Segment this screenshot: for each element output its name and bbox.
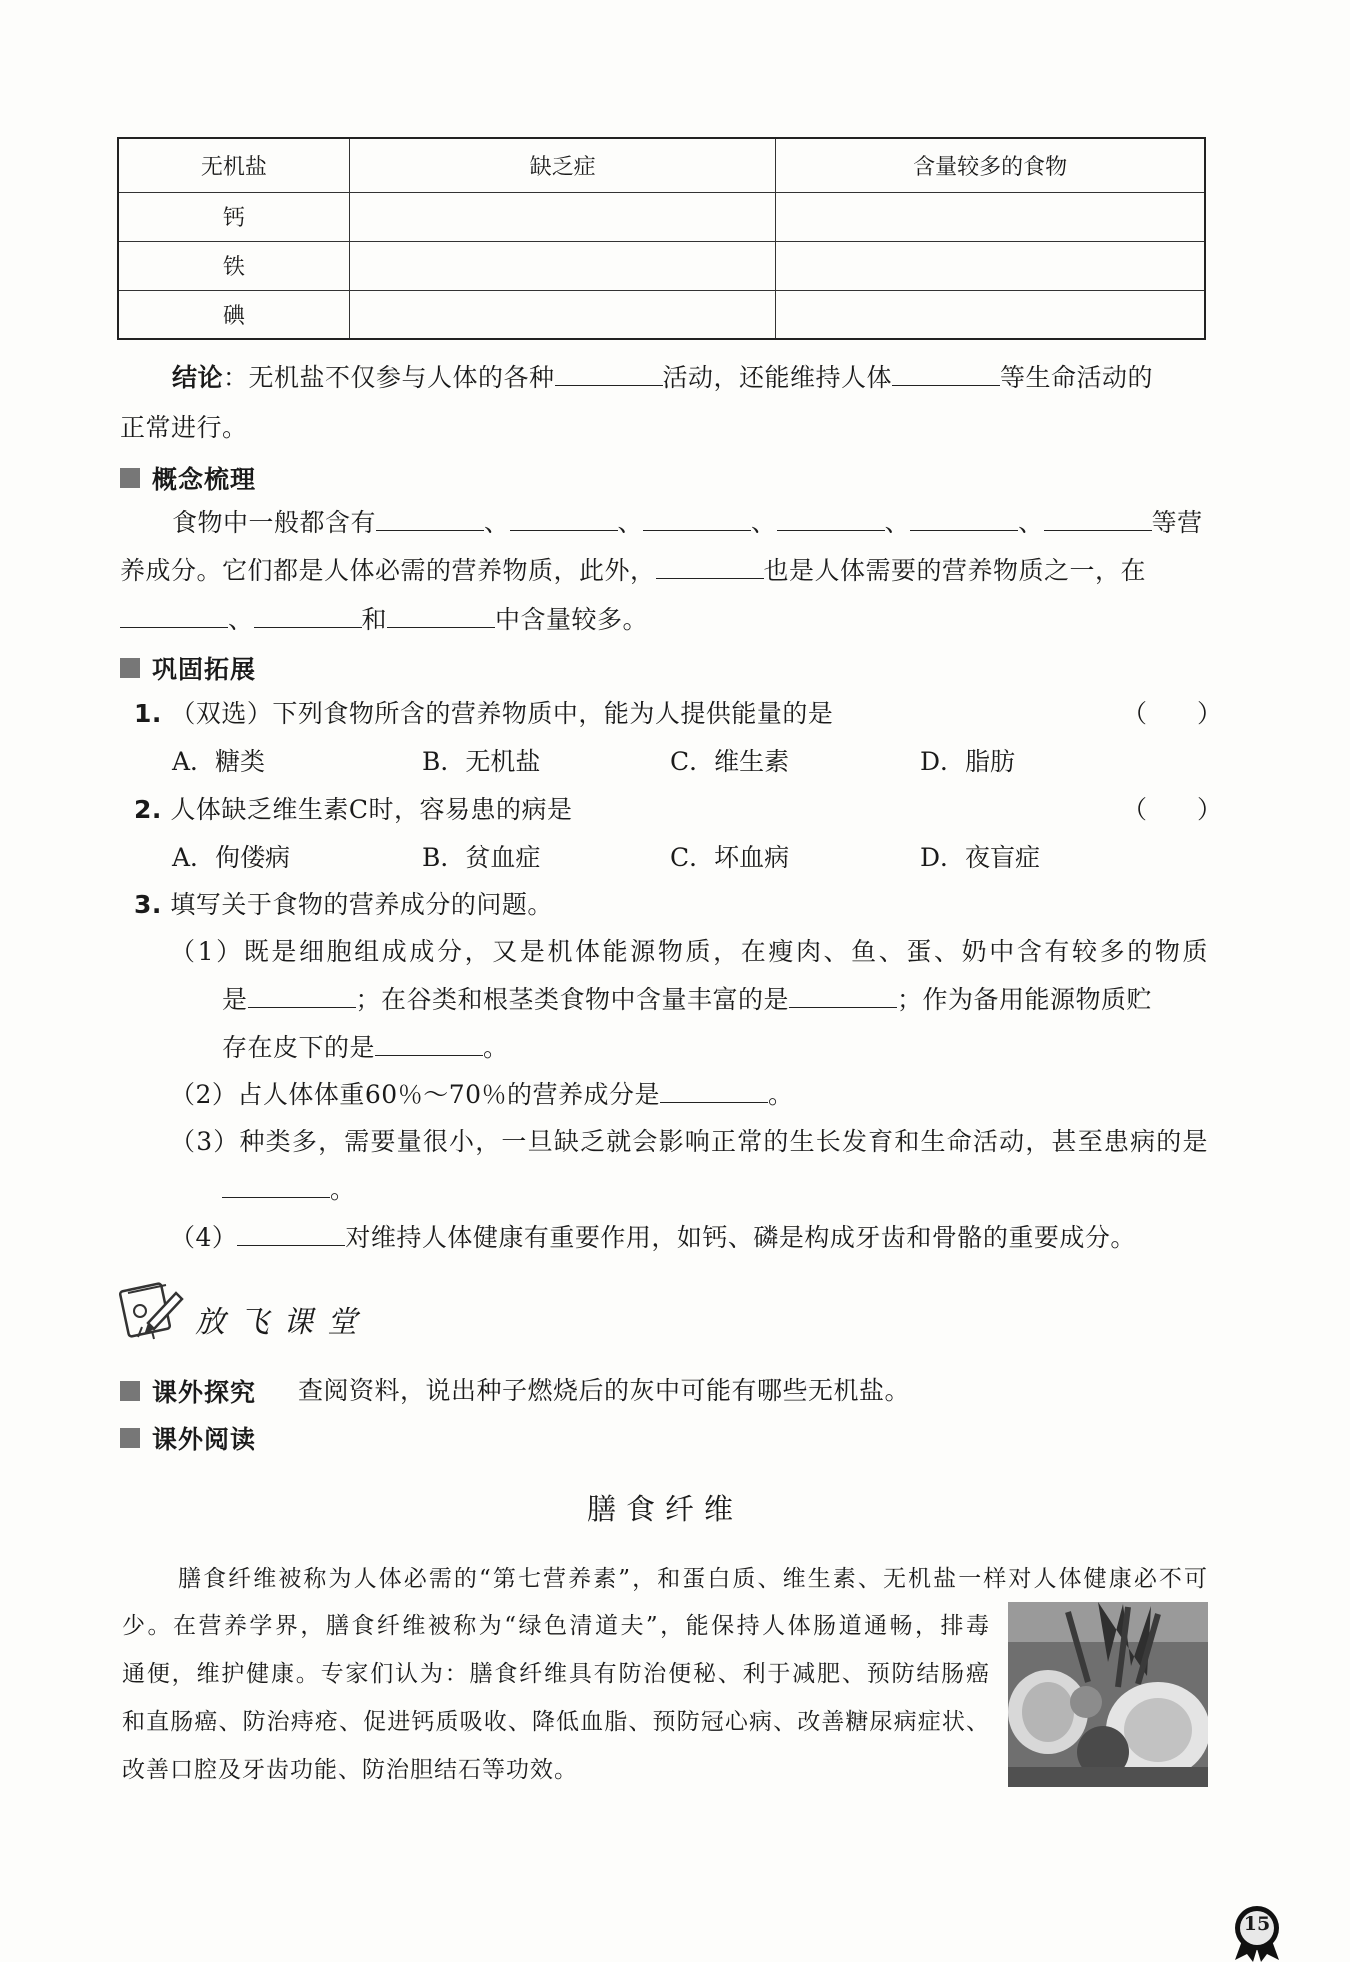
question-1: [134, 694, 833, 730]
question-text: ；在谷类和根茎类食物中含量丰富的是: [355, 985, 790, 1014]
answer-blank: [643, 508, 751, 531]
option-d: D．夜盲症: [920, 843, 1041, 872]
reading-line-4: 和直肠癌、防治痔疮、促进钙质吸收、降低血脂、预防冠心病、改善糖尿病症状、: [122, 1709, 990, 1735]
reading-line-3: 通便，维护健康。专家们认为：膳食纤维具有防治便秘、利于减肥、预防结肠癌: [122, 1661, 990, 1687]
reading-line-2: 少。在营养学界，膳食纤维被称为“绿色清道夫”，能保持人体肠道通畅，排毒: [122, 1613, 990, 1639]
table-cell-answer: [776, 290, 1205, 339]
question-text: 。: [330, 1175, 356, 1204]
concept-text: 食物中一般都含有: [172, 508, 377, 537]
table-cell: 钙: [118, 192, 349, 241]
question-text: 。: [483, 1033, 509, 1062]
table-row: [118, 290, 1205, 339]
section-header-consolidate: [120, 650, 256, 686]
reading-title: 膳食纤维: [586, 1492, 743, 1526]
table-cell-answer: [349, 192, 776, 241]
notebook-pencil-icon: [118, 1275, 190, 1347]
answer-blank: [1044, 508, 1152, 531]
separator: 、: [1018, 508, 1044, 537]
option-a: A．糖类: [172, 747, 266, 776]
conclusion-text: ：无机盐不仅参与人体的各种: [223, 363, 555, 392]
concept-line-2: [120, 551, 1146, 587]
section-square-icon: [120, 468, 140, 488]
answer-blank: [237, 1223, 345, 1246]
answer-blank: [660, 1080, 768, 1103]
question-3: [134, 885, 553, 921]
answer-blank: [120, 605, 228, 628]
question-text: （4）: [170, 1223, 238, 1252]
q3-sub3-line1: （3）种类多，需要量很小，一旦缺乏就会影响正常的生长发育和生命活动，甚至患病的是: [170, 1127, 1208, 1156]
section-title: 课外探究: [152, 1378, 257, 1407]
table-cell-answer: [349, 241, 776, 290]
section-title: 概念梳理: [152, 465, 257, 494]
table-cell-answer: [776, 241, 1205, 290]
conclusion-line-2: 正常进行。: [120, 413, 248, 442]
section-square-icon: [120, 1381, 140, 1401]
answer-blank: [656, 556, 764, 579]
table-row: [118, 241, 1205, 290]
separator: 、: [751, 508, 777, 537]
mineral-table: [117, 137, 1206, 340]
separator: 、: [484, 508, 510, 537]
option-b: B．无机盐: [422, 747, 541, 776]
table-cell: 铁: [118, 241, 349, 290]
answer-blank: [777, 508, 885, 531]
section-square-icon: [120, 1428, 140, 1448]
conclusion-text: 活动，还能维持人体: [662, 363, 893, 392]
question-number: 3.: [134, 890, 162, 919]
section-header-reading: [120, 1420, 256, 1456]
question-number: 2.: [134, 795, 162, 824]
table-header-cell: 无机盐: [118, 138, 349, 192]
q3-sub3-line2: [222, 1170, 356, 1206]
conclusion-line-1: [172, 358, 1153, 394]
question-2: [134, 790, 573, 826]
answer-blank: [375, 1033, 483, 1056]
concept-text: 也是人体需要的营养物质之一，在: [763, 556, 1147, 585]
section-square-icon: [120, 658, 140, 678]
separator: 、: [617, 508, 644, 537]
section-title: 巩固拓展: [152, 655, 257, 684]
explore-text: 查阅资料，说出种子燃烧后的灰中可能有哪些无机盐。: [298, 1376, 911, 1405]
answer-paren: （ ）: [1122, 699, 1223, 728]
section-title: 课外阅读: [152, 1425, 257, 1454]
q3-sub4: [170, 1218, 1136, 1254]
conclusion-text: 等生命活动的: [1000, 363, 1154, 392]
concept-text: 中含量较多。: [495, 605, 649, 634]
answer-blank: [254, 605, 362, 628]
section-header-explore: [120, 1373, 256, 1409]
answer-blank: [892, 363, 1000, 386]
q3-sub1-line3: [222, 1028, 509, 1064]
reading-line-5: 改善口腔及牙齿功能、防治胆结石等功效。: [122, 1757, 578, 1783]
question-text: 存在皮下的是: [222, 1033, 376, 1062]
question-text: 人体缺乏维生素C时，容易患的病是: [170, 795, 573, 824]
q3-sub1-line1: （1）既是细胞组成成分，又是机体能源物质，在瘦肉、鱼、蛋、奶中含有较多的物质: [170, 937, 1208, 966]
separator: 、: [228, 605, 254, 634]
question-number: 1.: [134, 699, 162, 728]
vegetables-photo: [1008, 1602, 1208, 1787]
question-text: （双选）下列食物所含的营养物质中，能为人提供能量的是: [170, 699, 834, 728]
separator: 、: [884, 508, 911, 537]
question-text: 对维持人体健康有重要作用，如钙、磷是构成牙齿和骨骼的重要成分。: [345, 1223, 1136, 1252]
concept-text: 等营: [1151, 508, 1203, 537]
question-text: 。: [768, 1080, 794, 1109]
answer-blank: [910, 508, 1018, 531]
q3-sub1-line2: [222, 980, 1152, 1016]
option-a: A．佝偻病: [172, 843, 291, 872]
table-header-cell: 缺乏症: [349, 138, 776, 192]
answer-blank: [387, 605, 495, 628]
reading-line-1: 膳食纤维被称为人体必需的“第七营养素”，和蛋白质、维生素、无机盐一样对人体健康必不可: [178, 1566, 1208, 1592]
option-b: B．贫血症: [422, 843, 541, 872]
table-row: [118, 192, 1205, 241]
option-c: C．维生素: [670, 747, 790, 776]
question-text: 填写关于食物的营养成分的问题。: [170, 890, 553, 919]
table-header-row: [118, 138, 1205, 192]
answer-paren: （ ）: [1122, 795, 1223, 824]
concept-text: 养成分。它们都是人体必需的营养物质，此外，: [120, 556, 656, 585]
table-cell-answer: [776, 192, 1205, 241]
section-header-concept: [120, 460, 256, 496]
option-d: D．脂肪: [920, 747, 1016, 776]
table-cell-answer: [349, 290, 776, 339]
question-text: 是: [222, 985, 248, 1014]
conclusion-label: 结论: [172, 363, 224, 392]
answer-blank: [555, 363, 663, 386]
concept-line-3: [120, 600, 648, 636]
answer-blank: [248, 985, 356, 1008]
fly-classroom-title: 放飞课堂: [195, 1305, 371, 1340]
q3-sub2: [170, 1075, 794, 1111]
answer-blank: [510, 508, 618, 531]
answer-blank: [376, 508, 484, 531]
table-cell: 碘: [118, 290, 349, 339]
option-c: C．坏血病: [670, 843, 790, 872]
concept-line-1: [172, 503, 1203, 539]
question-text: ；作为备用能源物质贮: [897, 985, 1153, 1014]
table-header-cell: 含量较多的食物: [776, 138, 1205, 192]
concept-text: 和: [361, 605, 388, 634]
answer-blank: [789, 985, 897, 1008]
page-number: 15: [1243, 1913, 1271, 1935]
question-text: （2）占人体体重60％～70％的营养成分是: [170, 1080, 661, 1109]
answer-blank: [222, 1175, 330, 1198]
